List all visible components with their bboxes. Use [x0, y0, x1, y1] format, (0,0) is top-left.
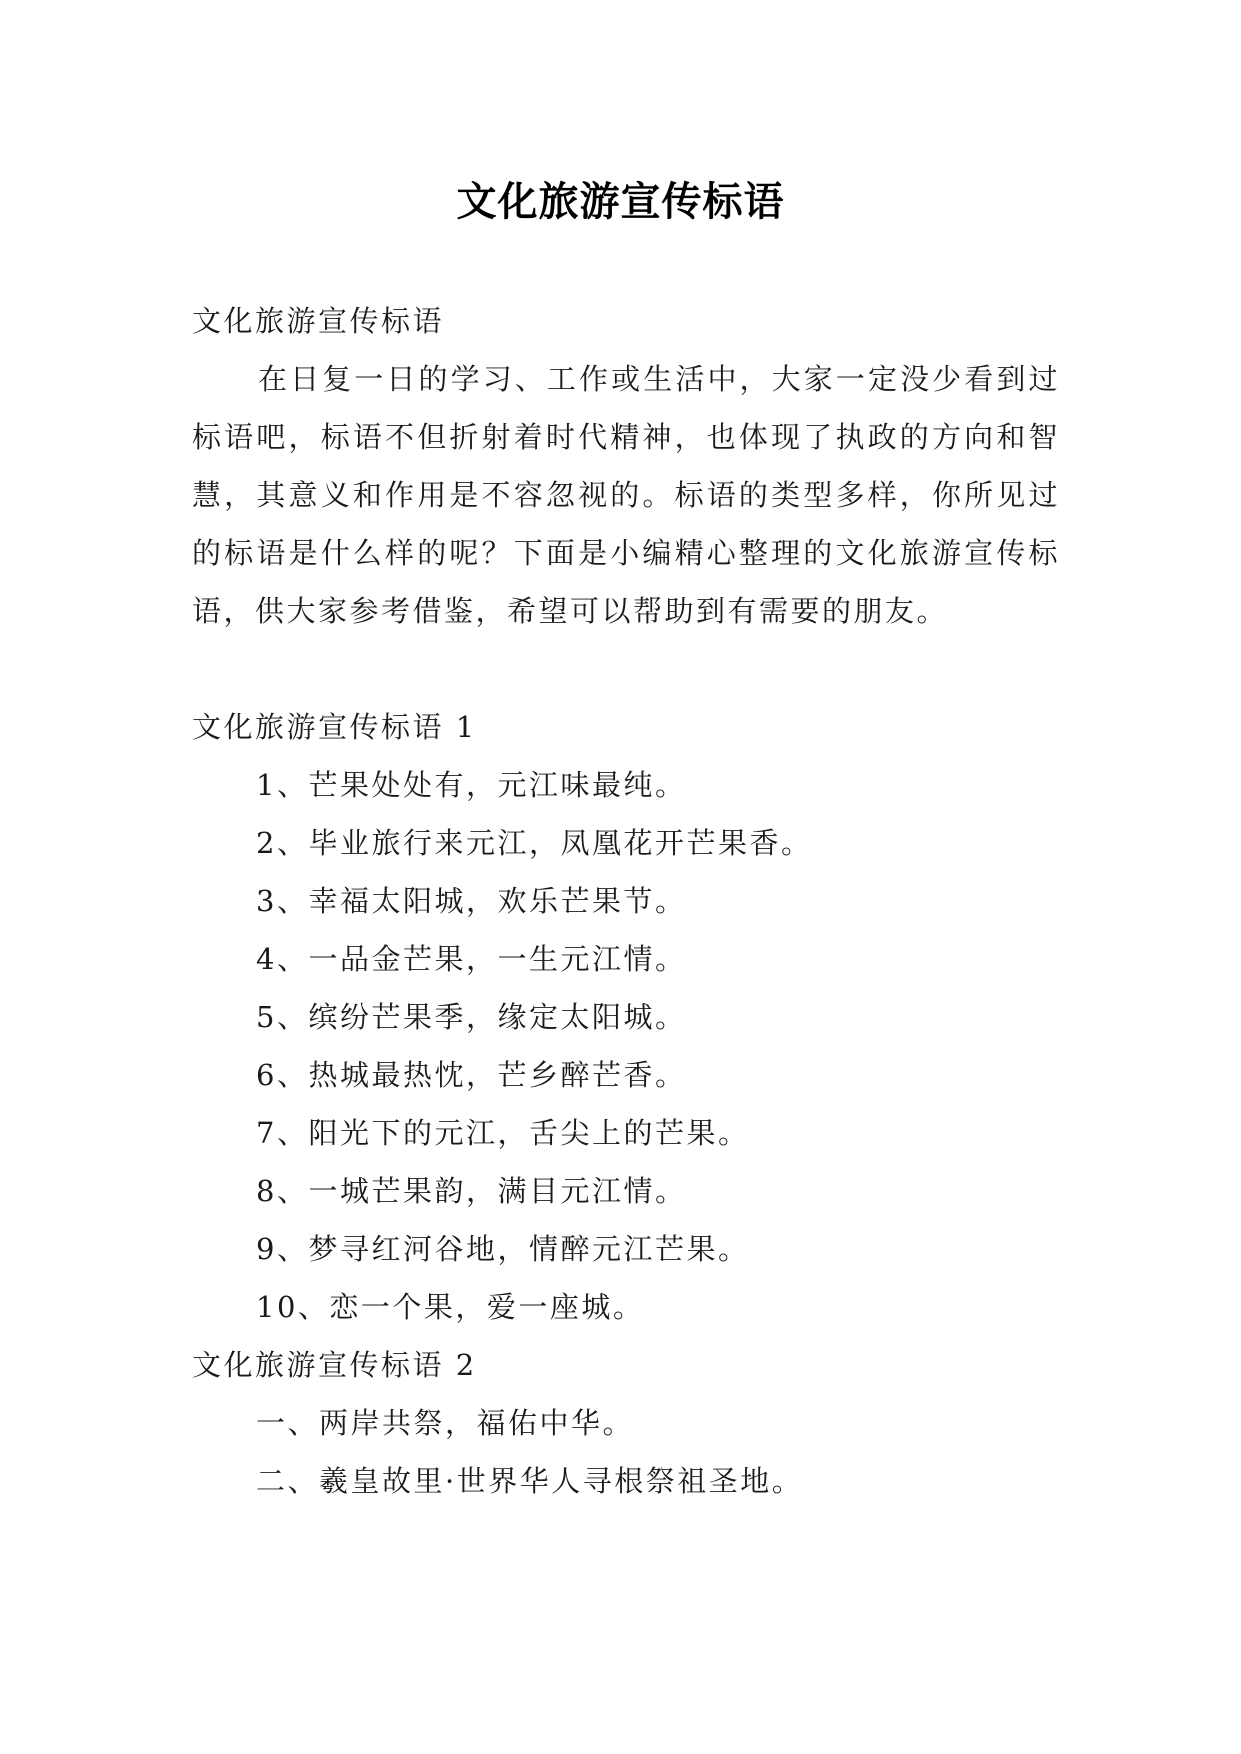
intro-paragraph: 在日复一日的学习、工作或生活中，大家一定没少看到过标语吧，标语不但折射着时代精神，也体现了执政的方向和智慧，其意义和作用是不容忽视的。标语的类型多样，你所见过的标语是什么样的呢？下面是小编精心整理的文化旅游宣传标语，供大家参考借鉴，希望可以帮助到有需要的朋友。 [192, 362, 1060, 628]
slogan-item: 7、阳光下的元江，舌尖上的芒果。 [256, 1116, 750, 1150]
slogan-item: 一、两岸共祭，福佑中华。 [256, 1406, 635, 1440]
slogan-item: 二、羲皇故里·世界华人寻根祭祖圣地。 [256, 1464, 804, 1498]
section-2-heading: 文化旅游宣传标语 2 [192, 1348, 477, 1382]
slogan-item: 9、梦寻红河谷地，情醉元江芒果。 [256, 1232, 750, 1266]
document-body [192, 292, 1060, 1510]
document-subtitle: 文化旅游宣传标语 [192, 304, 445, 338]
slogan-item: 4、一品金芒果，一生元江情。 [256, 942, 687, 976]
slogan-item: 1、芒果处处有，元江味最纯。 [256, 768, 687, 802]
slogan-item: 10、恋一个果，爱一座城。 [256, 1290, 645, 1324]
slogan-item: 5、缤纷芒果季，缘定太阳城。 [256, 1000, 687, 1034]
slogan-item: 8、一城芒果韵，满目元江情。 [256, 1174, 687, 1208]
paragraph-spacer [192, 640, 1060, 698]
document-title: 文化旅游宣传标语 [456, 177, 785, 225]
section-1-heading: 文化旅游宣传标语 1 [192, 710, 477, 744]
slogan-item: 2、毕业旅行来元江，凤凰花开芒果香。 [256, 826, 813, 860]
slogan-item: 6、热城最热忱，芒乡醉芒香。 [256, 1058, 687, 1092]
slogan-item: 3、幸福太阳城，欢乐芒果节。 [256, 884, 687, 918]
